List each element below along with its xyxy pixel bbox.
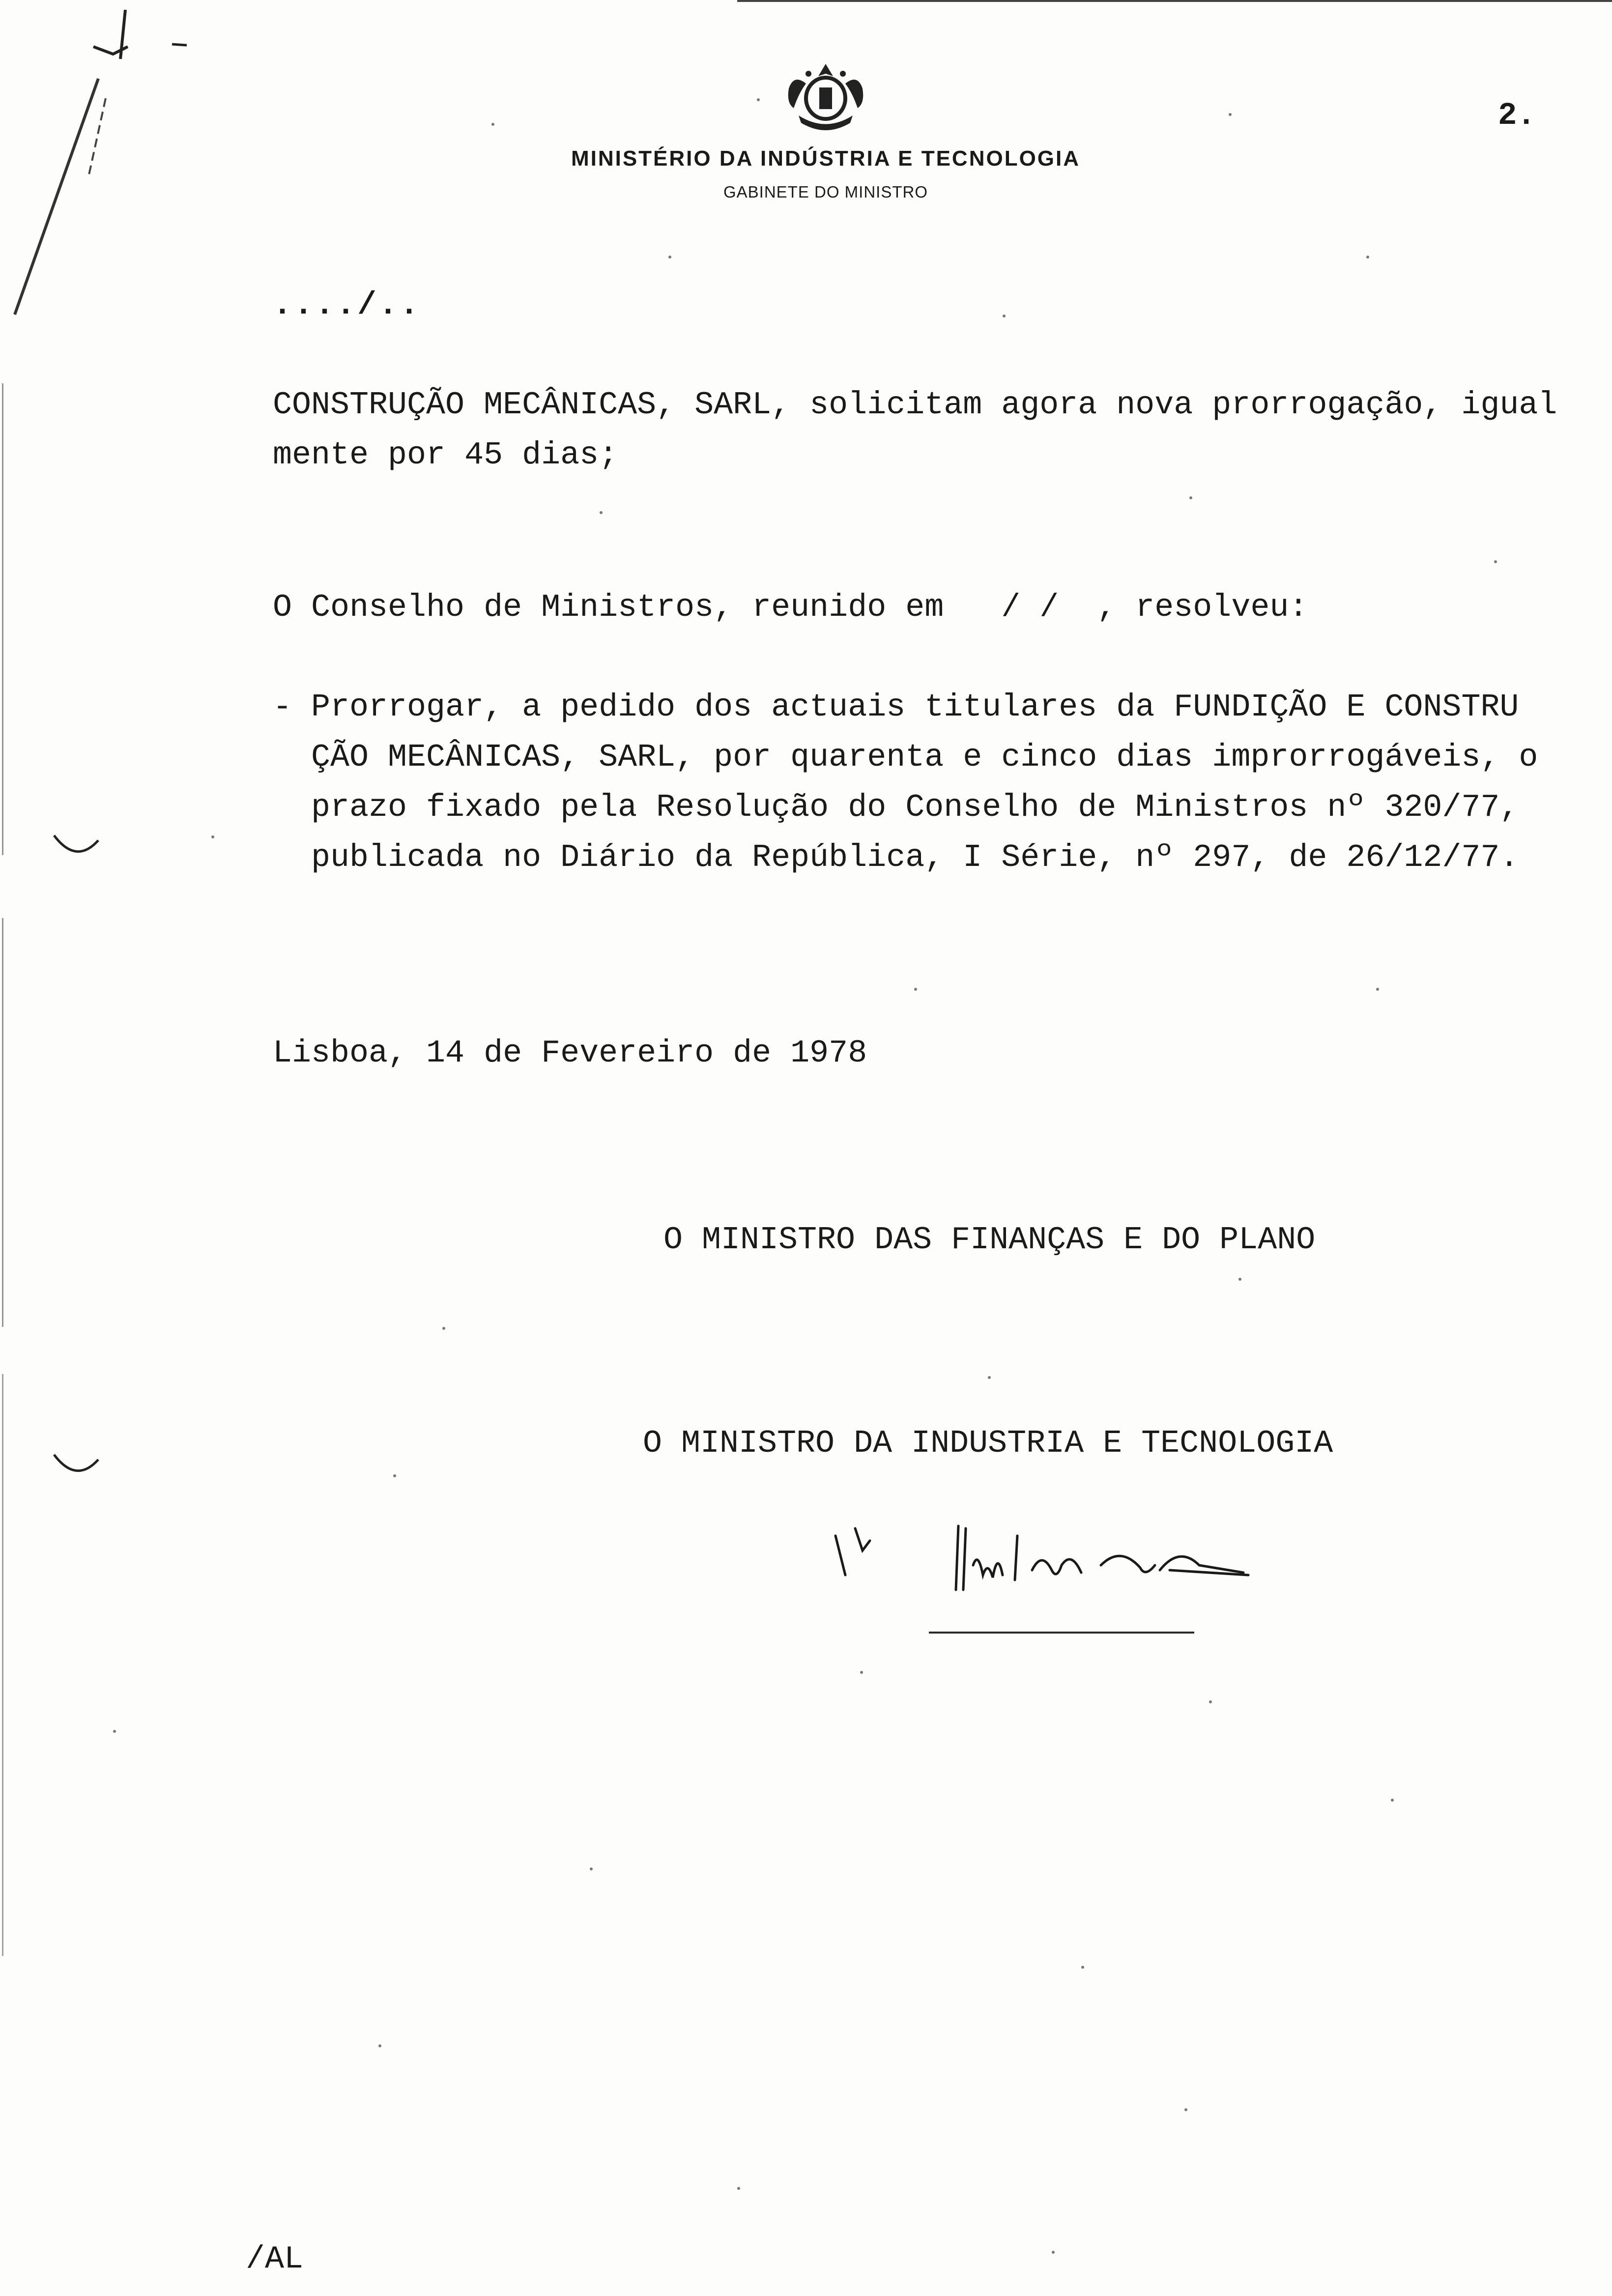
scan-speck	[737, 2187, 740, 2190]
scan-speck	[1189, 496, 1192, 499]
office-subheading: GABINETE DO MINISTRO	[723, 183, 928, 201]
scan-speck	[1366, 256, 1369, 258]
scan-speck	[491, 123, 494, 126]
scan-speck	[600, 511, 603, 514]
scan-speck	[1229, 113, 1232, 116]
scan-speck	[442, 1327, 445, 1330]
scan-speck	[1081, 1966, 1084, 1969]
scan-speck	[211, 835, 214, 838]
scan-speck	[1238, 1278, 1241, 1281]
scan-speck	[1003, 315, 1006, 317]
scan-speck	[757, 98, 760, 101]
page-number: 2.	[1498, 98, 1536, 134]
typist-reference: /AL	[246, 2241, 304, 2277]
binding-margin-line	[2, 383, 3, 1956]
coat-of-arms-emblem	[779, 59, 872, 133]
scan-speck	[668, 256, 671, 258]
continuation-marker: ..../..	[273, 287, 421, 323]
signatory-industry-minister: O MINISTRO DA INDUSTRIA E TECNOLOGIA	[643, 1425, 1333, 1462]
scan-speck	[1391, 1799, 1394, 1802]
body-paragraph-council: O Conselho de Ministros, reunido em / / , resolveu:	[273, 589, 1308, 626]
scan-speck	[113, 1730, 116, 1733]
ministry-heading: MINISTÉRIO DA INDÚSTRIA E TECNOLOGIA	[571, 146, 1081, 171]
place-and-date: Lisboa, 14 de Fevereiro de 1978	[273, 1035, 867, 1071]
scan-speck	[378, 2044, 381, 2047]
scan-speck	[1494, 560, 1497, 563]
scan-speck	[1209, 1700, 1212, 1703]
scan-speck	[1052, 2251, 1055, 2254]
scan-speck	[393, 1474, 396, 1477]
signatory-finance-minister: O MINISTRO DAS FINANÇAS E DO PLANO	[663, 1222, 1316, 1258]
margin-curve-mark	[49, 826, 108, 865]
scan-speck	[1376, 988, 1379, 991]
scan-speck	[988, 1376, 991, 1379]
margin-pen-marks	[0, 0, 206, 344]
top-edge-rule	[737, 0, 1612, 2]
signature-line	[929, 1632, 1194, 1634]
resolution-item: - Prorrogar, a pedido dos actuais titulares da FUNDIÇÃO E CONSTRU ÇÃO MECÂNICAS, SARL, por quarenta e cinco dias improrrogáveis, o prazo fixado pela Resolução do Conselho de Ministros nº 320/77, publicada no Diário da República, I Série, nº 297, de 26/12/77.	[273, 689, 1538, 876]
margin-curve-mark	[49, 1445, 108, 1484]
scan-speck	[1184, 2108, 1187, 2111]
scan-speck	[914, 988, 917, 991]
body-paragraph-request: CONSTRUÇÃO MECÂNICAS, SARL, solicitam agora nova prorrogação, igual mente por 45 dias;	[273, 387, 1557, 473]
handwritten-signature	[826, 1492, 1268, 1600]
scan-speck	[860, 1671, 863, 1674]
scan-speck	[590, 1867, 593, 1870]
